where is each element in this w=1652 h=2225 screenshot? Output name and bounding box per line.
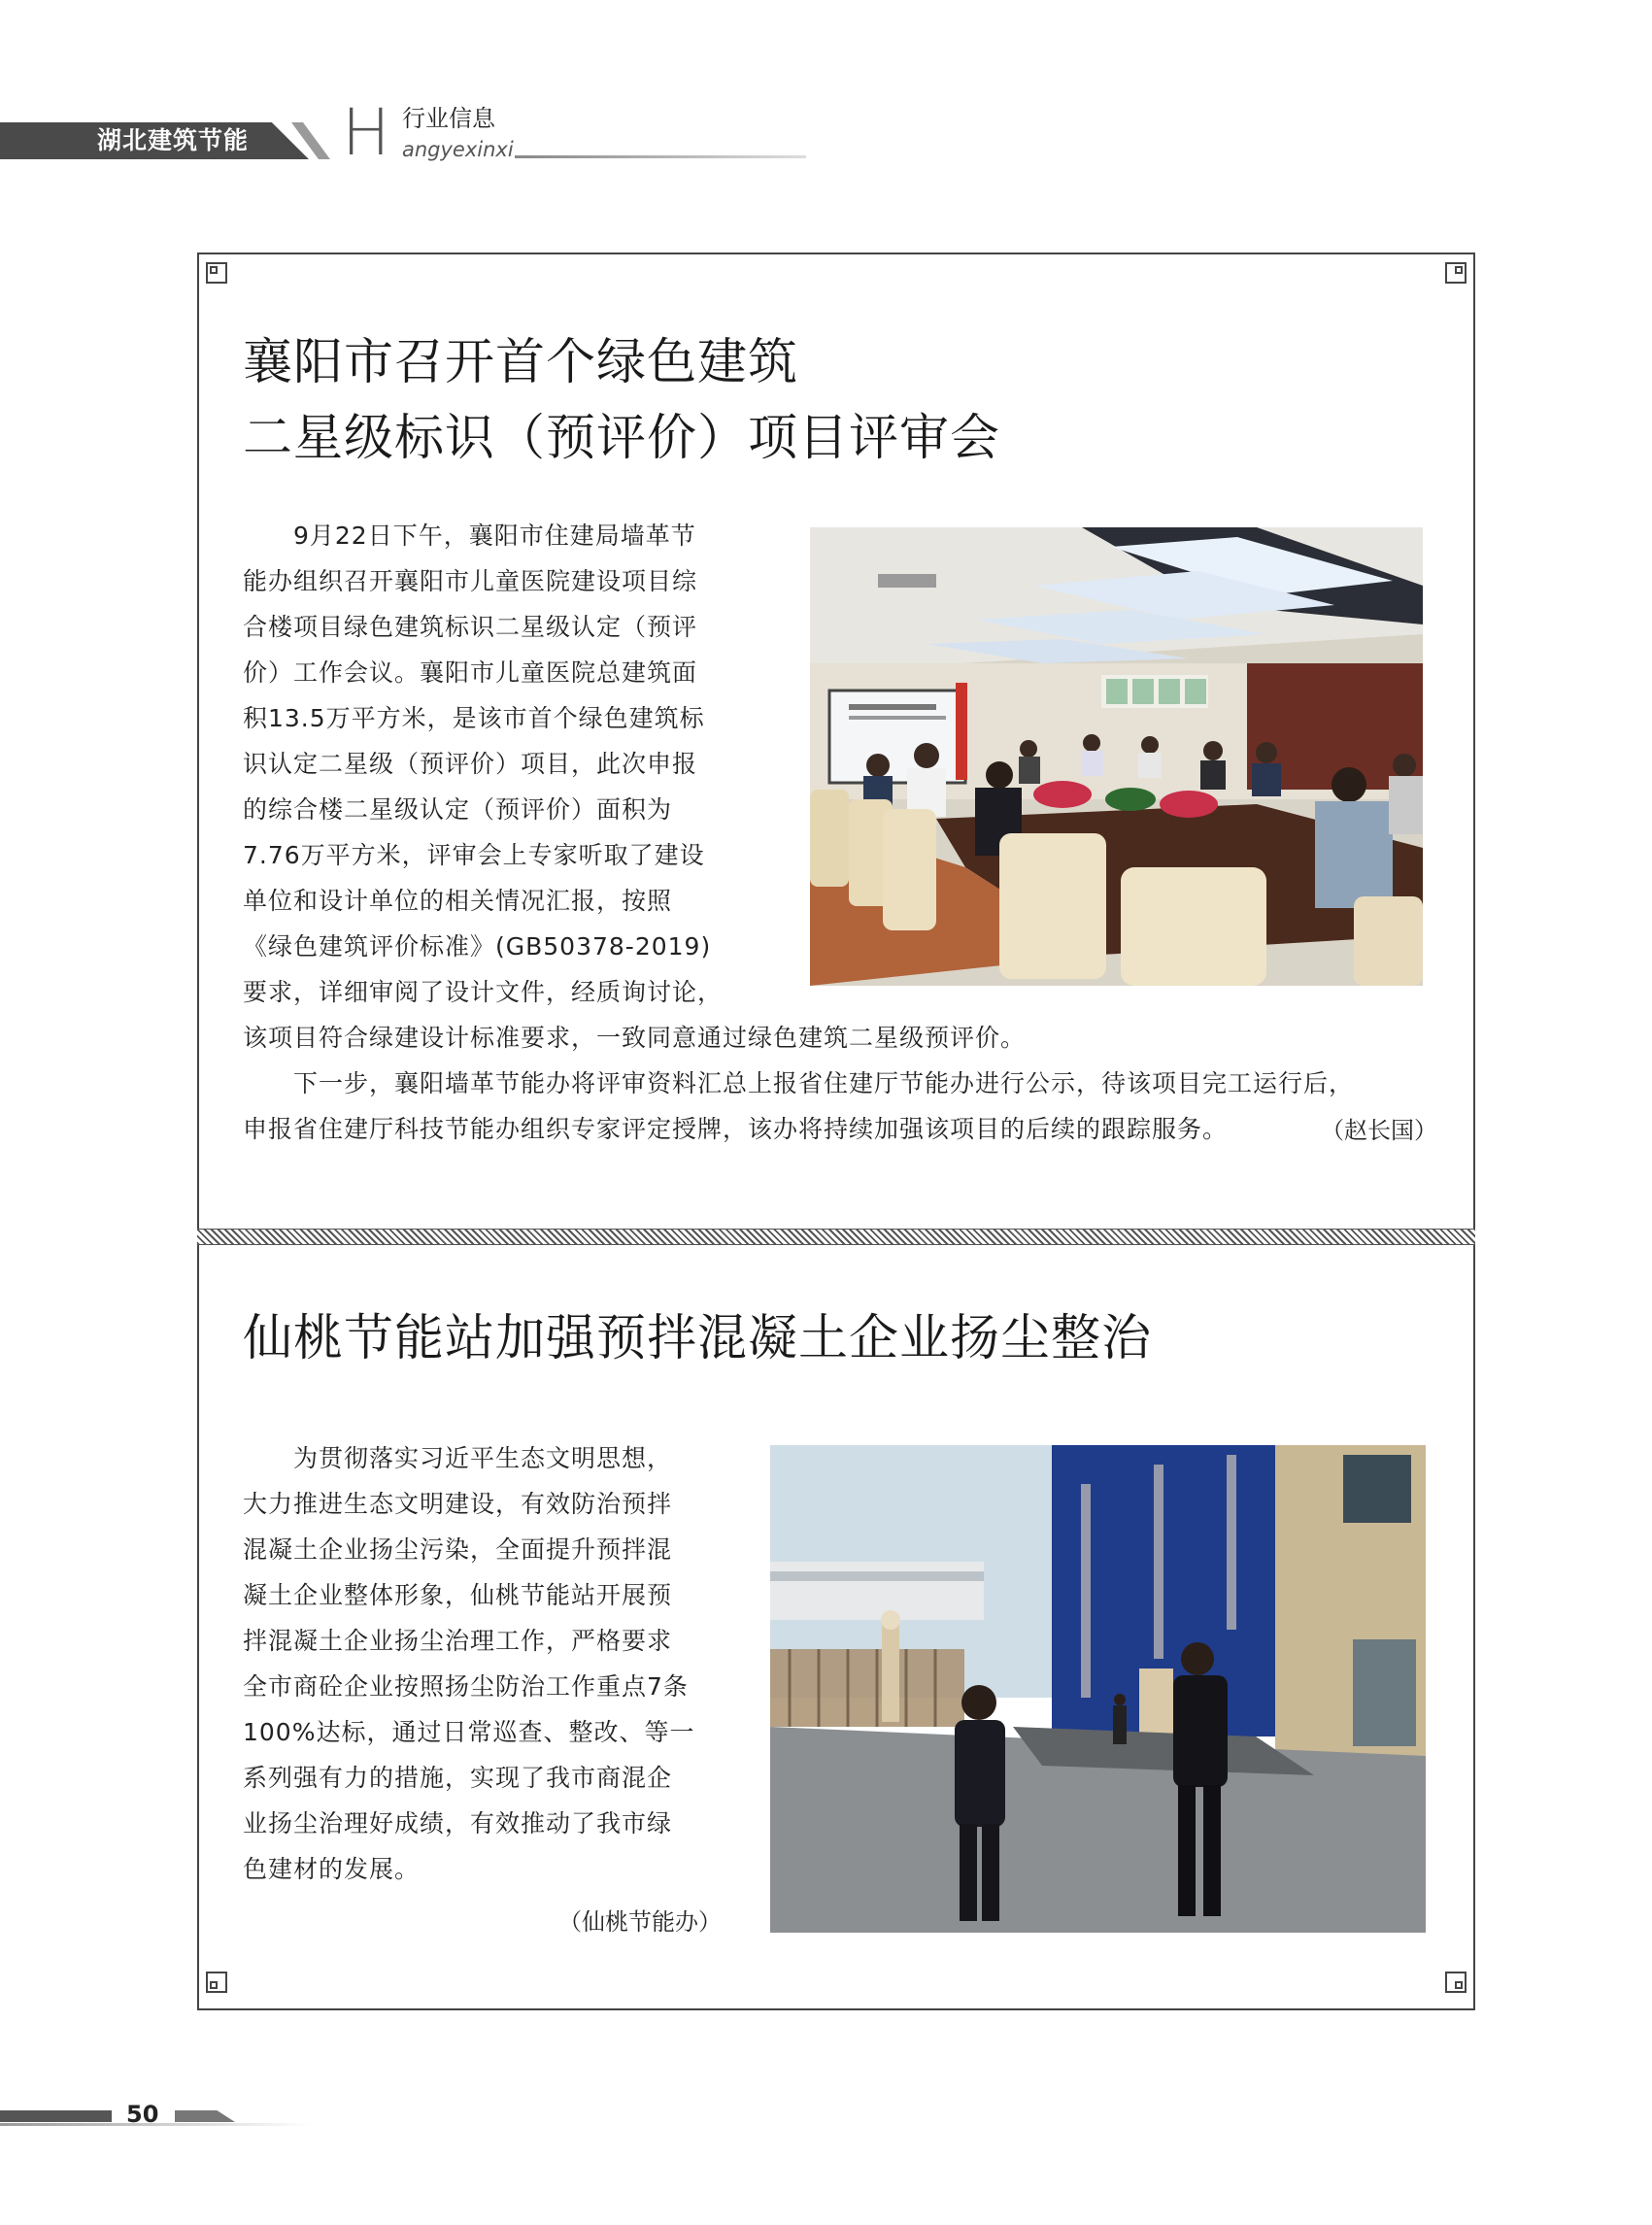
article1-text-line: 要求，详细审阅了设计文件，经质询讨论， xyxy=(243,978,724,1006)
article1-text-line: 7.76万平方米，评审会上专家听取了建设 xyxy=(243,841,705,869)
article1-text-line: 价）工作会议。襄阳市儿童医院总建筑面 xyxy=(243,658,698,687)
section-category: 行业信息 xyxy=(402,105,495,132)
article2-title: 仙桃节能站加强预拌混凝土企业扬尘整治 xyxy=(243,1310,1153,1367)
article1-text-line: 《绿色建筑评价标准》(GB50378-2019) xyxy=(243,932,712,961)
section-initial: H xyxy=(342,95,390,170)
article1-author: （赵长国） xyxy=(1321,1117,1437,1144)
article1-text-line: 的综合楼二星级认定（预评价）面积为 xyxy=(243,795,673,824)
article1-text-line: 单位和设计单位的相关情况汇报，按照 xyxy=(243,887,673,915)
plant-inspection-photo xyxy=(770,1445,1426,1933)
article1-text-line: 积13.5万平方米，是该市首个绿色建筑标 xyxy=(243,704,705,732)
article2-text-line: 全市商砼企业按照扬尘防治工作重点7条 xyxy=(243,1672,689,1701)
article1-text-line: 识认定二星级（预评价）项目，此次申报 xyxy=(243,750,698,778)
section-pinyin: angyexinxi xyxy=(402,138,514,161)
article2-text-line: 系列强有力的措施，实现了我市商混企 xyxy=(243,1764,673,1792)
article2-text-line: 凝土企业整体形象，仙桃节能站开展预 xyxy=(243,1581,673,1609)
article1-text-line: 该项目符合绿建设计标准要求，一致同意通过绿色建筑二星级预评价。 xyxy=(243,1024,1027,1052)
magazine-name: 湖北建筑节能 xyxy=(97,126,250,154)
article1-text-line: 9月22日下午，襄阳市住建局墙革节 xyxy=(243,522,696,550)
article1-title-line: 襄阳市召开首个绿色建筑 xyxy=(243,334,799,391)
article1-title xyxy=(243,325,1000,477)
header-rule xyxy=(515,155,806,158)
article1-title-line: 二星级标识（预评价）项目评审会 xyxy=(243,410,1001,467)
frame-corner-bottom-right xyxy=(1445,1972,1467,1993)
page-number: 50 xyxy=(126,2101,159,2128)
article1-text-line: 能办组织召开襄阳市儿童医院建设项目综 xyxy=(243,567,698,595)
article2-text-line: 业扬尘治理好成绩，有效推动了我市绿 xyxy=(243,1809,673,1837)
frame-corner-bottom-left xyxy=(206,1972,227,1993)
article1-text-line: 合楼项目绿色建筑标识二星级认定（预评 xyxy=(243,613,698,641)
article2-text-line: 混凝土企业扬尘污染，全面提升预拌混 xyxy=(243,1535,673,1564)
article2-author: （仙桃节能办） xyxy=(558,1908,722,1936)
frame-corner-top-left xyxy=(206,262,227,284)
footer-band-accent xyxy=(175,2110,235,2122)
footer-band xyxy=(0,2110,112,2122)
meeting-photo xyxy=(810,527,1423,986)
article2-text-line: 为贯彻落实习近平生态文明思想， xyxy=(243,1444,673,1472)
article2-text-line: 拌混凝土企业扬尘治理工作，严格要求 xyxy=(243,1627,673,1655)
article2-text-line: 大力推进生态文明建设，有效防治预拌 xyxy=(243,1490,673,1518)
article2-text-line: 100%达标，通过日常巡查、整改、等一 xyxy=(243,1718,695,1746)
article2-text-line: 色建材的发展。 xyxy=(243,1855,421,1883)
article1-text-line: 申报省住建厅科技节能办组织专家评定授牌，该办将持续加强该项目的后续的跟踪服务。 xyxy=(243,1115,1229,1143)
frame-corner-top-right xyxy=(1445,262,1467,284)
article-divider xyxy=(197,1229,1475,1245)
article1-text-line: 下一步，襄阳墙革节能办将评审资料汇总上报省住建厅节能办进行公示，待该项目完工运行后， xyxy=(243,1069,1355,1097)
